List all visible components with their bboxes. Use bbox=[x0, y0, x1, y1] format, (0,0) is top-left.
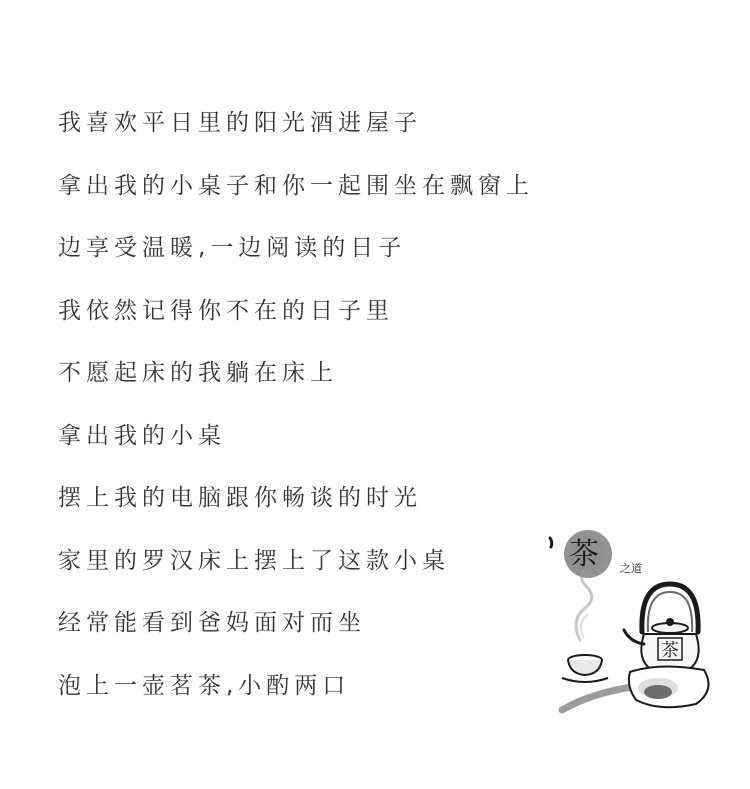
teapot-knob bbox=[666, 618, 674, 626]
teapot-character: 茶 bbox=[661, 640, 679, 661]
stove-ink-glow bbox=[638, 678, 678, 698]
tea-seal bbox=[550, 530, 642, 578]
seal-character: 茶 bbox=[569, 537, 599, 572]
poem-line-8: 家里的罗汉床上摆上了这款小桌 bbox=[58, 547, 450, 574]
steam-swirl-thin bbox=[581, 614, 588, 638]
teacup-body bbox=[568, 660, 602, 675]
poem-line-3: 边享受温暖,一边阅读的日子 bbox=[58, 235, 407, 261]
poem-line-5: 不愿起床的我躺在床上 bbox=[58, 360, 338, 386]
teacup-icon bbox=[562, 655, 608, 682]
poem-text bbox=[58, 104, 534, 729]
teacup-saucer bbox=[562, 678, 608, 682]
poem-line-9: 经常能看到爸妈面对而坐 bbox=[58, 610, 366, 636]
seal-subtitle: 之道 bbox=[620, 562, 642, 575]
teapot-icon bbox=[624, 584, 699, 670]
steam-swirl bbox=[576, 570, 592, 640]
poem-line-6: 拿出我的小桌 bbox=[58, 422, 226, 449]
poem-line-2: 拿出我的小桌子和你一起围坐在飘窗上 bbox=[58, 172, 534, 199]
poem-line-10: 泡上一壶茗茶,小酌两口 bbox=[58, 672, 351, 699]
brush-tick-mark bbox=[550, 538, 552, 547]
poem-line-1: 我喜欢平日里的阳光酒进屋子 bbox=[58, 110, 422, 136]
poem-line-4: 我依然记得你不在的日子里 bbox=[58, 297, 394, 324]
tea-illustration bbox=[540, 520, 720, 720]
poem-line-7: 摆上我的电脑跟你畅谈的时光 bbox=[58, 485, 422, 511]
